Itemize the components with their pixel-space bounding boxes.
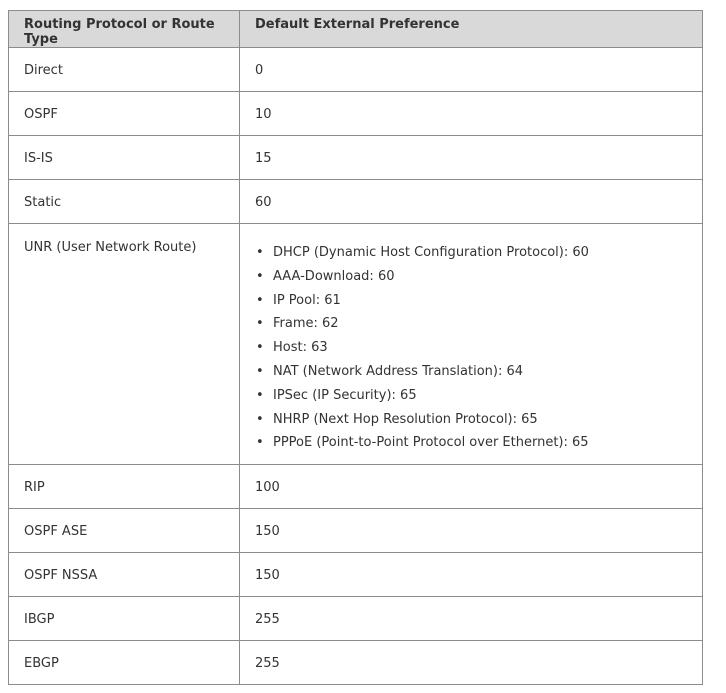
preference-cell: 255 <box>240 641 703 685</box>
table-row <box>9 553 703 597</box>
route-type-cell: Static <box>9 180 240 224</box>
bullet-icon: • <box>256 363 264 379</box>
route-type-cell: UNR (User Network Route) <box>9 224 240 465</box>
bullet-icon: • <box>256 387 264 403</box>
preference-cell: 100 <box>240 465 703 509</box>
bullet-icon: • <box>256 245 264 260</box>
table-row <box>9 641 703 685</box>
route-type-cell: OSPF ASE <box>9 509 240 553</box>
table-row <box>9 597 703 641</box>
preference-list-cell <box>240 224 703 465</box>
route-type-cell: IS-IS <box>9 136 240 180</box>
list-item: • AAA-Download: 60 <box>255 265 702 289</box>
preference-cell: 255 <box>240 597 703 641</box>
preference-cell: 60 <box>240 180 703 224</box>
route-type-cell: Direct <box>9 48 240 92</box>
route-type-cell: EBGP <box>9 641 240 685</box>
preference-cell: 150 <box>240 553 703 597</box>
route-type-cell: OSPF NSSA <box>9 553 240 597</box>
column-header-route-type: Routing Protocol or Route Type <box>9 11 240 48</box>
list-item: • IP Pool: 61 <box>255 289 702 313</box>
table-row <box>9 509 703 553</box>
preference-cell: 0 <box>240 48 703 92</box>
table-row <box>9 180 703 224</box>
route-type-cell: IBGP <box>9 597 240 641</box>
bullet-icon: • <box>256 292 264 308</box>
list-item: • NAT (Network Address Translation): 64 <box>255 360 702 384</box>
column-header-preference: Default External Preference <box>240 11 703 48</box>
table-header-row <box>9 11 703 48</box>
preference-cell: 15 <box>240 136 703 180</box>
preference-cell: 150 <box>240 509 703 553</box>
route-type-cell: OSPF <box>9 92 240 136</box>
table-row <box>9 48 703 92</box>
list-item: • DHCP (Dynamic Host Configuration Protocol): 60 <box>255 241 702 265</box>
bullet-icon: • <box>256 435 264 451</box>
bullet-icon: • <box>256 340 264 356</box>
list-item: • PPPoE (Point-to-Point Protocol over Ethernet): 65 <box>255 431 702 455</box>
list-item: • Host: 63 <box>255 336 702 360</box>
unr-preference-list <box>255 241 702 455</box>
list-item: • IPSec (IP Security): 65 <box>255 384 702 408</box>
route-preference-table <box>8 10 703 685</box>
bullet-icon: • <box>256 268 264 284</box>
table-row <box>9 465 703 509</box>
table-row <box>9 136 703 180</box>
preference-cell: 10 <box>240 92 703 136</box>
list-item: • Frame: 62 <box>255 312 702 336</box>
route-type-cell: RIP <box>9 465 240 509</box>
table-row <box>9 224 703 465</box>
list-item: • NHRP (Next Hop Resolution Protocol): 65 <box>255 408 702 432</box>
bullet-icon: • <box>256 316 264 332</box>
bullet-icon: • <box>256 411 264 427</box>
table-row <box>9 92 703 136</box>
